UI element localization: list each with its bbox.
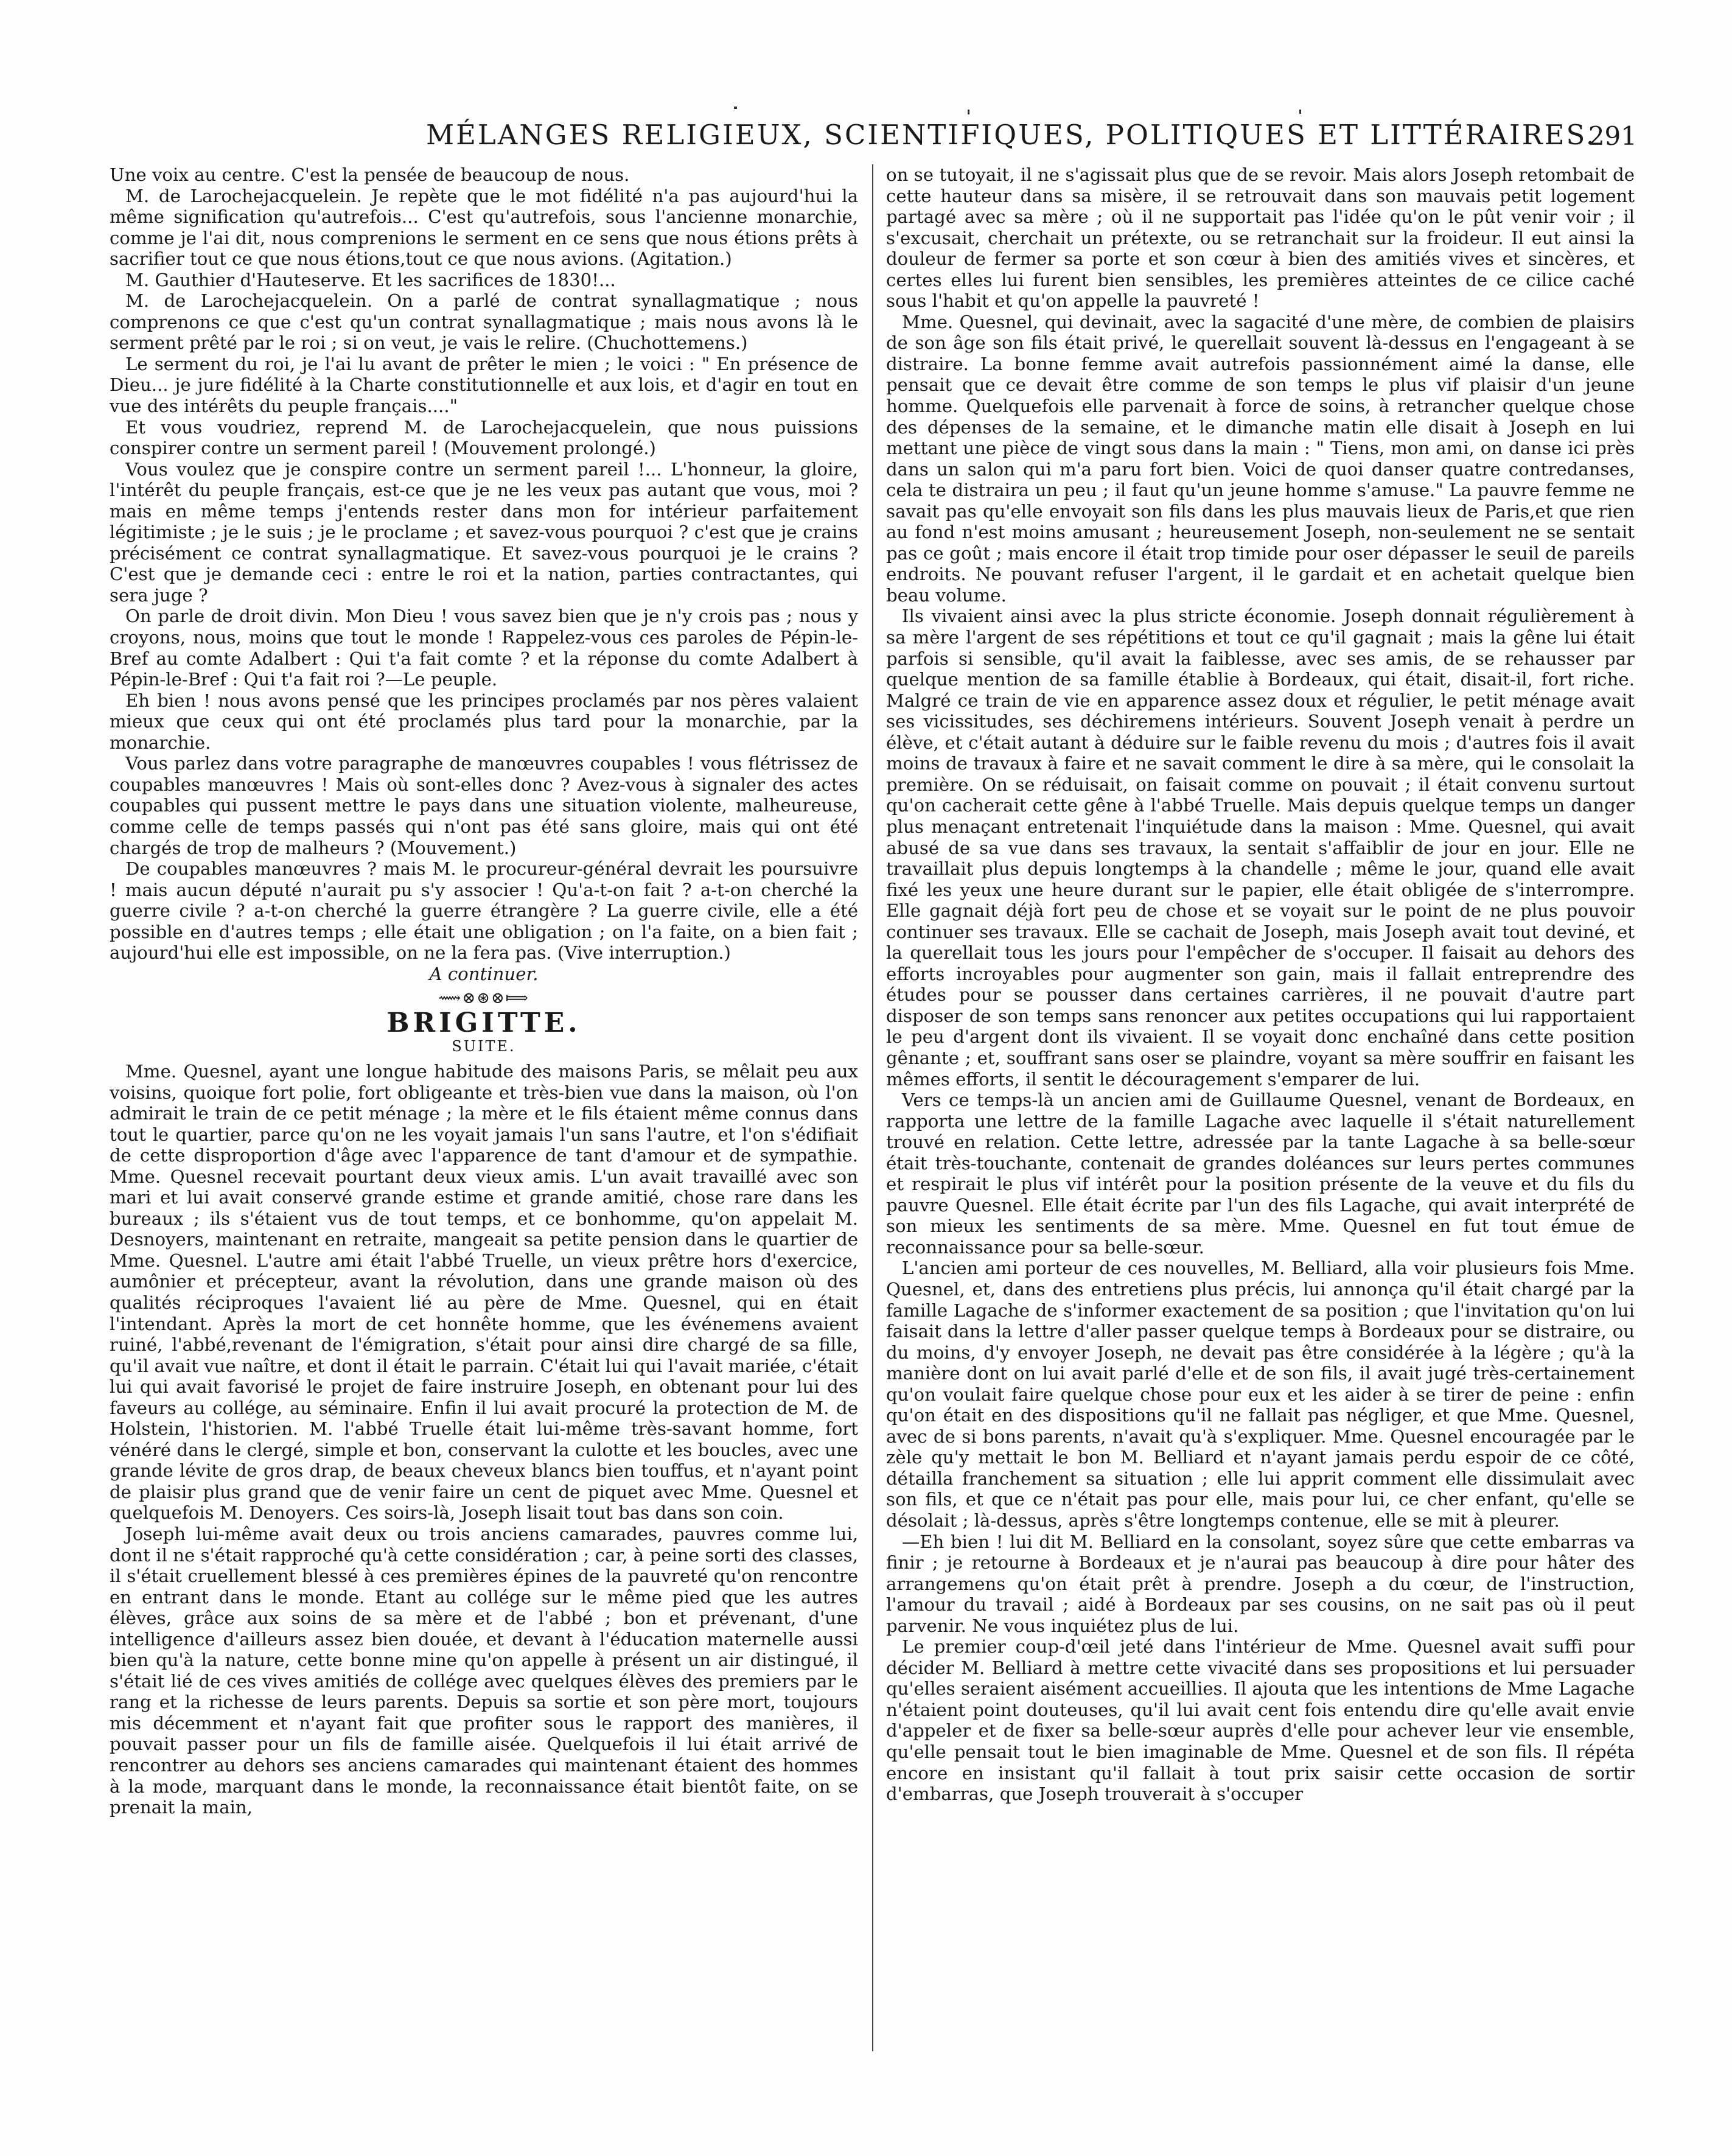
paragraph: Vous parlez dans votre paragraphe de manœuvres coupables ! vous flétrissez de coupables manœuvres ! Mais où sont-elles donc ? Avez-vous à signaler des actes coupables qui pussent mettre le pays dans une situation violente, malheureuse, comme celle de temps passés qui n'ont pas été sans gloire, mais qui ont été chargés de trop de malheurs ? (Mouvement.) (110, 753, 858, 858)
story-paragraph: Mme. Quesnel, ayant une longue habitude des maisons Paris, se mêlait peu aux voisins, quoique fort polie, fort obligeante et très-bien vue dans la maison, où l'on admirait le train de ce petit ménage ; la mère et le fils étaient même connus dans tout le quartier, parce qu'on ne les voyait jamais l'un sans l'autre, et l'on s'édifiait de cette disproportion d'âge avec l'apparence de tant d'amour et de sympathie. Mme. Quesnel recevait pourtant deux vieux amis. L'un avait travaillé avec son mari et lui avait conservé grande estime et grande amitié, chose rare dans les bureaux ; ils s'étaient vus de tout temps, et ce bonhomme, qu'on appelait M. Desnoyers, maintenant en retraite, mangeait sa petite pension dans le quartier de Mme. Quesnel. L'autre ami était l'abbé Truelle, un vieux prêtre hors d'exercice, aumônier et précepteur, avant la révolution, dans une grande maison où des qualités réciproques l'avaient lié au père de Mme. Quesnel, qui en était l'intendant. Après la mort de cet honnête homme, que les événemens avaient ruiné, l'abbé,revenant de l'émigration, s'était pour ainsi dire chargé de sa fille, qu'il avait vue naître, et dont il était le parrain. C'était lui qui l'avait mariée, c'était lui qui avait favorisé le projet de faire instruire Joseph, en obtenant pour lui des faveurs au collége, au séminaire. Enfin il lui avait procuré la protection de M. de Holstein, l'historien. M. l'abbé Truelle était lui-même très-savant homme, fort vénéré dans le clergé, simple et bon, conservant la culotte et les boucles, avec une grande lévite de gros drap, de beaux cheveux blancs bien touffus, et n'ayant point de plaisir plus grand que de venir faire un cent de piquet avec Mme. Quesnel et quelquefois M. Denoyers. Ces soirs-là, Joseph lisait tout bas dans son coin. (110, 1060, 858, 1524)
paragraph: Et vous voudriez, reprend M. de Larochejacquelein, que nous puissions conspirer contre un serment pareil ! (Mouvement prolongé.) (110, 416, 858, 459)
paragraph: Vous voulez que je conspire contre un serment pareil !... L'honneur, la gloire, l'intérêt du peuple français, est-ce que je ne les veux pas autant que vous, moi ? mais en même temps j'entends rester dans mon for intérieur parfaitement légitimiste ; je le suis ; je le proclame ; et savez-vous pourquoi ? c'est que je crains précisément ce contrat synallagmatique. Et savez-vous pourquoi je le crains ? C'est que je demande ceci : entre le roi et la nation, parties contractantes, qui sera juge ? (110, 458, 858, 606)
story-title: BRIGITTE. (386, 1007, 581, 1038)
paragraph: M. de Larochejacquelein. Je repète que le mot fidélité n'a pas aujourd'hui la même signification qu'autrefois... C'est qu'autrefois, sous l'ancienne monarchie, comme je l'ai dit, nous comprenions le serment en ce sens que nous étions prêts à sacrifier tout ce que nous étions,tout ce que nous avions. (Agitation.) (110, 185, 858, 270)
page-number: 291 (1588, 121, 1637, 151)
paragraph: On parle de droit divin. Mon Dieu ! vous savez bien que je n'y crois pas ; nous y croyons, nous, moins que tout le monde ! Rappelez-vous ces paroles de Pépin-le-Bref au comte Adalbert : Qui t'a fait comte ? et la réponse du comte Adalbert à Pépin-le-Bref : Qui t'a fait roi ?—Le peuple. (110, 606, 858, 690)
story-subtitle: SUITE. (452, 1038, 516, 1055)
paragraph: Le premier coup-d'œil jeté dans l'intérieur de Mme. Quesnel avait suffi pour décider M. Belliard à mettre cette vivacité dans ses propositions et lui persuader qu'elles seraient aisément accueillies. Il ajouta que les intentions de Mme Lagache n'étaient point douteuses, qu'il lui avait cent fois entendu dire qu'elle avait envie d'appeler et de fixer sa belle-sœur auprès d'elle pour achever leur vie ensemble, qu'elle pensait tout le bien imaginable de Mme. Quesnel et de son fils. Il répéta encore en insistant qu'il fallait à tout prix saisir cette occasion de sortir d'embarras, que Joseph trouverait à s'occuper (886, 1636, 1635, 1805)
paragraph: Vers ce temps-là un ancien ami de Guillaume Quesnel, venant de Bordeaux, en rapporta une lettre de la famille Lagache avec laquelle il s'était naturellement trouvé en relation. Cette lettre, adressée par la tante Lagache à sa belle-sœur était très-touchante, contenait de grandes doléances sur leurs pertes communes et respirait le plus vif intérêt pour la position présente de la veuve et du fils du pauvre Quesnel. Elle était écrite par l'un des fils Lagache, qui avait interprété de son mieux les sentiments de sa mère. Mme. Quesnel en fut tout émue de reconnaissance pour sa belle-sœur. (886, 1090, 1635, 1258)
paragraph: M. Gauthier d'Hauteserve. Et les sacrifices de 1830!... (125, 269, 616, 290)
paragraph: Une voix au centre. C'est la pensée de beaucoup de nous. (110, 164, 630, 185)
print-speck (1299, 110, 1301, 114)
paragraph: Eh bien ! nous avons pensé que les principes proclamés par nos pères valaient mieux que ceux qui ont été proclamés plus tard pour la monarchie, par la monarchie. (110, 690, 858, 753)
paragraph: Ils vivaient ainsi avec la plus stricte économie. Joseph donnait régulièrement à sa mère l'argent de ses répétitions et tout ce qu'il gagnait ; mais la gêne lui était parfois si sensible, qu'il avait la faiblesse, avec ses amis, de se rehausser par quelque mention de sa famille établie à Bordeaux, qui était, disait-il, fort riche. Malgré ce train de vie en apparence assez doux et régulier, le petit ménage avait ses vicissitudes, ses déchiremens intérieurs. Souvent Joseph venait à perdre un élève, et c'était autant à déduire sur le faible revenu du mois ; d'autres fois il avait moins de travaux à faire et ne savait comment le dire à sa mère, qui le consolait la première. On se réduisait, on faisait comme on pouvait ; il était convenu surtout qu'on cacherait cette gêne à l'abbé Truelle. Mais depuis quelque temps un danger plus menaçant entretenait l'inquiétude dans la maison : Mme. Quesnel, qui avait abusé de sa vue dans ses travaux, la sentait s'affaiblir de jour en jour. Elle ne travaillait plus depuis longtemps à la chandelle ; même le jour, quand elle avait fixé les yeux une heure durant sur le papier, elle était obligée de s'interrompre. Elle gagnait déjà fort peu de chose et se voyait sur le point de ne plus pouvoir continuer ses travaux. Elle se cachait de Joseph, mais Joseph avait tout deviné, et la querellait tous les jours pour l'empêcher de s'occuper. Il faisait au dehors des efforts incroyables pour augmenter son gain, mais il fallait entreprendre des études pour se pousser dans certaines carrières, il ne pouvait d'autre part disposer de son temps sans renoncer aux petites occupations qui lui rapportaient le peu d'argent dont ils vivaient. Il se voyait donc enchaîné dans cette position gênante ; et, souffrant sans oser se plaindre, voyant sa mère souffrir en faisant les mêmes efforts, il sentit le découragement s'emparer de lui. (886, 606, 1635, 1090)
print-speck (734, 107, 737, 109)
paragraph: Mme. Quesnel, qui devinait, avec la sagacité d'une mère, de combien de plaisirs de son âge son fils était privé, le querellait souvent là-dessus en l'engageant à se distraire. La bonne femme avait autrefois passionnément aimé la danse, elle pensait que ce devait être comme de son temps le plus vif plaisir d'un jeune homme. Quelquefois elle parvenait à force de soins, à retrancher quelque chose des dépenses de la semaine, et le dimanche matin elle disait à Joseph en lui mettant une pièce de vingt sous dans la main : " Tiens, mon ami, on danse ici près dans un salon qui m'a paru fort bien. Voici de quoi danser quatre contredanses, cela te distraira un peu ; il faut qu'un jeune homme s'amuse." La pauvre femme ne savait pas qu'elle envoyait son fils dans les plus mauvais lieux de Paris,et que rien au fond n'est moins amusant ; heureusement Joseph, non-seulement ne se sentait pas ce goût ; mais encore il était trop timide pour oser dépasser le seuil de pareils endroits. Ne pouvant refuser l'argent, il le gardait et en achetait quelque bien beau volume. (886, 311, 1635, 606)
paragraph: De coupables manœuvres ? mais M. le procureur-général devrait les poursuivre ! mais aucun député n'aurait pu s'y associer ! Qu'a-t-on fait ? a-t-on cherché la guerre civile ? a-t-on cherché la guerre étrangère ? La guerre civile, elle a été possible en d'autres temps ; elle était une obligation ; on l'a faite, on a bien fait ; aujourd'hui elle est impossible, on ne la fera pas. (Vive interruption.) (110, 858, 858, 964)
ornament-divider: ⟿⊗⊛⊗⟾ (438, 989, 529, 1008)
left-column (110, 164, 858, 1818)
paragraph: M. de Larochejacquelein. On a parlé de contrat synallagmatique ; nous comprenons ce que c'est qu'un contrat synallagmatique ; mais nous avons là le serment prêté par le roi ; si on veut, je vais le relire. (Chuchottemens.) (110, 290, 858, 354)
print-speck (968, 110, 969, 114)
paragraph: Le serment du roi, je l'ai lu avant de prêter le mien ; le voici : " En présence de Dieu... je jure fidélité à la Charte constitutionnelle et aux lois, et d'agir en tout en vue des intérêts du peuple français...." (110, 353, 858, 417)
continuation-note: A continuer. (429, 963, 539, 984)
paragraph: on se tutoyait, il ne s'agissait plus que de se revoir. Mais alors Joseph retombait de cette hauteur dans sa misère, il se retrouvait dans son mauvais petit logement partagé avec sa mère ; où il ne supportait pas l'idée qu'on le pût venir voir ; il s'excusait, cherchait un prétexte, ou se retranchait sur la froideur. Il eut ainsi la douleur de fermer sa porte et son cœur à bien des amitiés vives et sincères, et certes elles lui furent bien sensibles, les premières atteintes de ce cilice caché sous l'habit et qu'on appelle la pauvreté ! (886, 164, 1635, 312)
right-column (886, 164, 1635, 1805)
paragraph: —Eh bien ! lui dit M. Belliard en la consolant, soyez sûre que cette embarras va finir ; je retourne à Bordeaux et je n'aurai pas beaucoup à dire pour hâter des arrangemens qu'on était prêt à prendre. Joseph a du cœur, de l'instruction, l'amour du travail ; aidé à Bordeaux par ses cousins, on ne sait pas où il peut parvenir. Ne vous inquiétez plus de lui. (886, 1531, 1635, 1636)
paragraph: L'ancien ami porteur de ces nouvelles, M. Belliard, alla voir plusieurs fois Mme. Quesnel, et, dans des entretiens plus précis, lui annonça qu'il était chargé par la famille Lagache de s'informer exactement de sa position ; que l'invitation qu'on lui faisait dans la lettre d'aller passer quelque temps à Bordeaux pour se distraire, ou du moins, d'y envoyer Joseph, ne devait pas être considérée à la légère ; qu'à la manière dont on lui avait parlé d'elle et de son fils, il avait jugé très-certainement qu'on voulait faire quelque chose pour eux et les aider à se tirer de peine : enfin qu'on était en des dispositions qu'il ne fallait pas négliger, et que Mme. Quesnel, avec de si bons parents, n'avait qu'à s'expliquer. Mme. Quesnel encouragée par le zèle qu'y mettait le bon M. Belliard et n'ayant jamais perdu espoir de ce côté, détailla franchement sa situation ; elle lui apprit comment elle dissimulait avec son fils, et que ce n'était pas pour elle, mais pour lui, ce cher enfant, qu'elle se désolait ; là-dessus, après s'être longtemps contenue, elle se mit à pleurer. (886, 1258, 1635, 1531)
story-paragraph: Joseph lui-même avait deux ou trois anciens camarades, pauvres comme lui, dont il ne s'était rapproché qu'à cette considération ; car, à peine sorti des classes, il s'était cruellement blessé à ces premières épines de la pauvreté qu'on rencontre en entrant dans le monde. Etant au collége sur le même pied que les autres élèves, grâce aux soins de sa mère et de l'abbé ; bon et prévenant, d'une intelligence d'ailleurs assez bien douée, et devant à l'éducation maternelle aussi bien qu'à la nature, cette bonne mine qu'on appelle à présent un air distingué, il s'était lié de ces vives amitiés de collége avec quelques élèves des premiers par le rang et la richesse de leurs parents. Depuis sa sortie et son père mort, toujours mis décemment et n'ayant fait que profiter sous le rapport des manières, il pouvait passer pour un fils de famille aisée. Quelquefois il lui était arrivé de rencontrer au dehors ses anciens camarades qui maintenant étaient des hommes à la mode, marquant dans le monde, la reconnaissance était bientôt faite, on se prenait la main, (110, 1524, 858, 1818)
running-title: MÉLANGES RELIGIEUX, SCIENTIFIQUES, POLITIQUES ET LITTÉRAIRES. (426, 119, 1597, 151)
column-rule (872, 164, 873, 2051)
page-header (110, 119, 1637, 161)
